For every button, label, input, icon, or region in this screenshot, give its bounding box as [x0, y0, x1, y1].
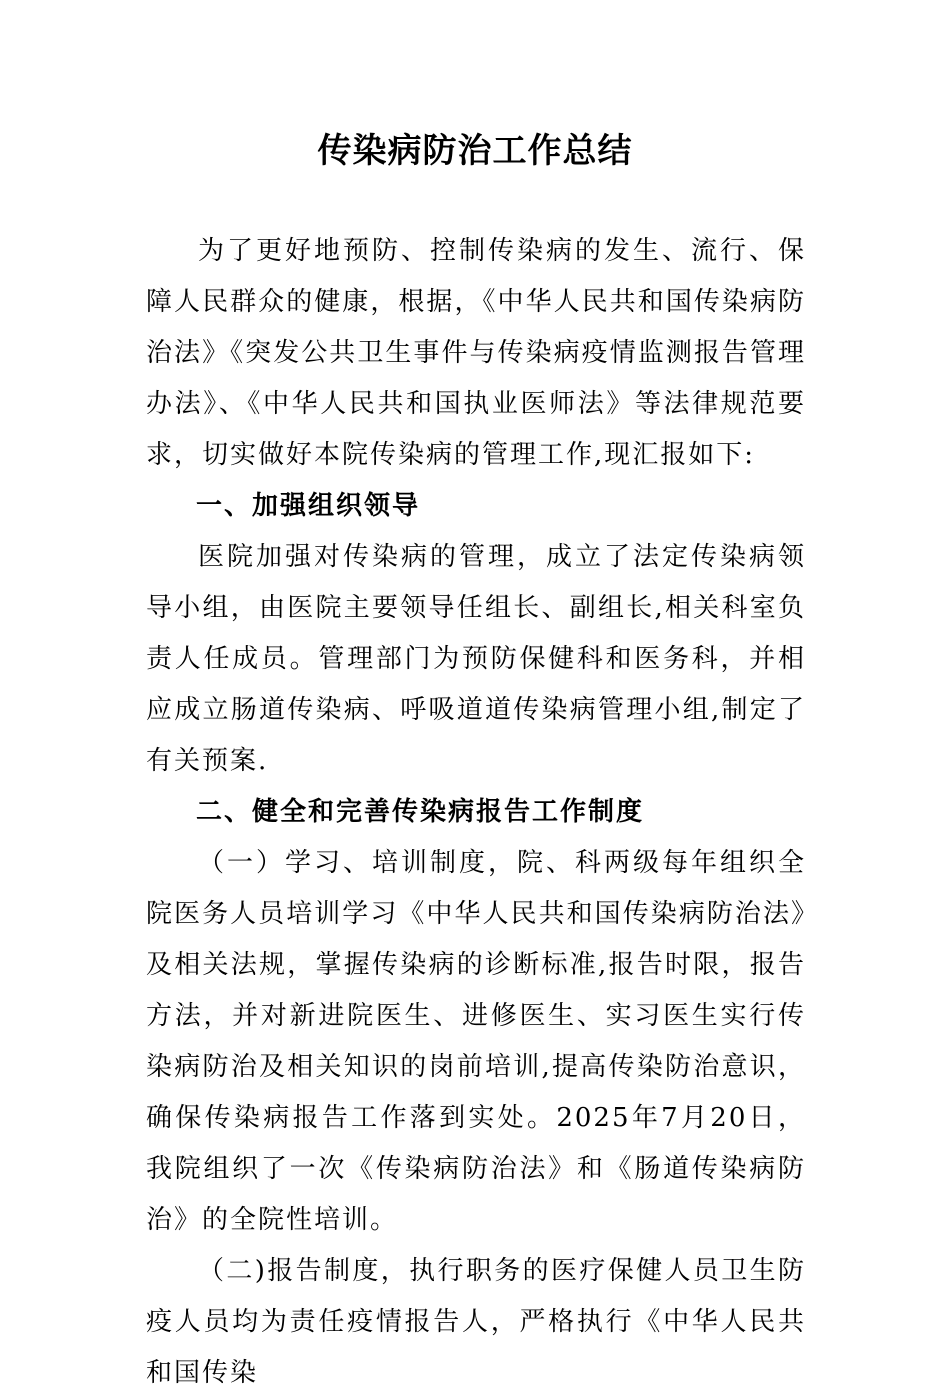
- document-title: 传染病防治工作总结: [317, 131, 633, 171]
- section-1-heading: 一、加强组织领导: [196, 491, 421, 521]
- section-1-paragraph: 医院加强对传染病的管理，成立了法定传染病领导小组，由医院主要领导任组长、副组长,相关科室负责人任成员。管理部门为预防保健科和医务科，并相应成立肠道传染病、呼吸道道传染病管理小组,制定了有关预案.: [146, 542, 806, 776]
- section-2-paragraph-2: （二)报告制度，执行职务的医疗保健人员卫生防疫人员均为责任疫情报告人，严格执行《中华人民共和国传染: [146, 1256, 806, 1388]
- section-2-paragraph-1: （一）学习、培训制度，院、科两级每年组织全院医务人员培训学习《中华人民共和国传染病防治法》及相关法规，掌握传染病的诊断标准,报告时限，报告方法，并对新进院医生、进修医生、实习医生实行传染病防治及相关知识的岗前培训,提高传染防治意识，确保传染病报告工作落到实处。2025年7月20日，我院组织了一次《传染病防治法》和《肠道传染病防治》的全院性培训。: [146, 848, 806, 1235]
- section-2-heading: 二、健全和完善传染病报告工作制度: [196, 797, 645, 827]
- document-body: [146, 226, 806, 1399]
- intro-paragraph: 为了更好地预防、控制传染病的发生、流行、保障人民群众的健康，根据，《中华人民共和国传染病防治法》《突发公共卫生事件与传染病疫情监测报告管理办法》、《中华人民共和国执业医师法》等法律规范要求，切实做好本院传染病的管理工作,现汇报如下:: [146, 236, 806, 470]
